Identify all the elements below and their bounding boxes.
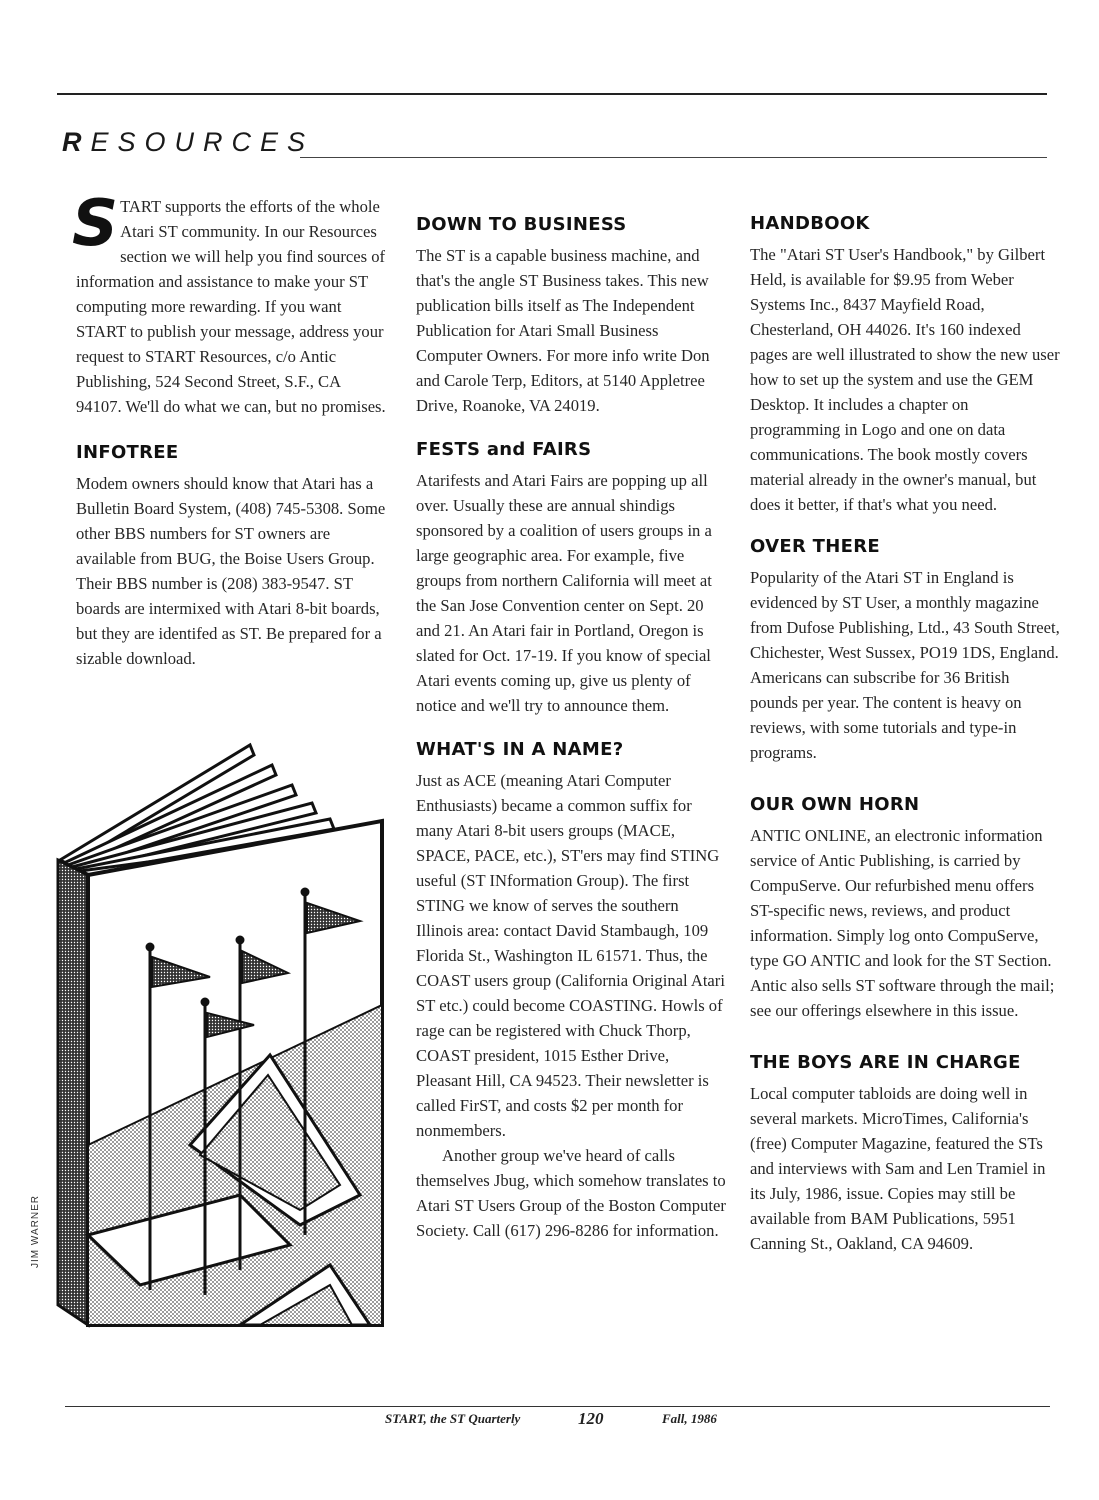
heading-down-to-business: DOWN TO BUSINESS [416,214,627,235]
paragraph-handbook: The "Atari ST User's Handbook," by Gilbert Held, is available for $9.95 from Weber Systems Inc., 8437 Mayfield Road, Chesterland, OH 44026. It's 160 indexed pages are well illustrated to show the new user how to set up the system and use the GEM Desktop. It includes a chapter on programming in Logo and one on data communications. The book mostly covers material already in the owner's manual, but does it better, if that's what you need. [750,245,1060,514]
footer-date: Fall, 1986 [662,1411,717,1426]
heading-fests-and-fairs: FESTS and FAIRS [416,439,592,460]
title-rule [300,157,1047,158]
paragraph-whats-in-a-name-2: Another group we've heard of calls themselves Jbug, which somehow translates to Atari ST Users Group of the Boston Computer Society. Call (617) 296-8286 for information. [416,1146,726,1240]
paragraph-over-there: Popularity of the Atari ST in England is evidenced by ST User, a monthly magazine from Dufose Publishing, Ltd., 43 South Street, Chichester, West Sussex, PO19 1DS, England. Americans can subscribe for 36 British pounds per year. The content is heavy on reviews, with some tutorials and type-in programs. [750,568,1060,762]
paragraph-down-to-business: The ST is a capable business machine, and that's the angle ST Business takes. This new publication bills itself as The Independent Publication for Atari Small Business Computer Owners. For more info write Don and Carole Terp, Editors, at 5140 Appletree Drive, Roanoke, VA 24019. [416,246,710,415]
heading-infotree: INFOTREE [76,442,179,463]
heading-handbook: HANDBOOK [750,213,870,234]
heading-over-there: OVER THERE [750,536,880,557]
paragraph-fests-and-fairs: Atarifests and Atari Fairs are popping up all over. Usually these are annual shindigs sponsored by a coalition of users groups in a large geographic area. For example, five groups from northern California will meet at the San Jose Convention center on Sept. 20 and 21. An Atari fair in Portland, Oregon is slated for Oct. 17-19. If you know of special Atari events coming up, give us plenty of notice and we'll try to announce them. [416,471,712,715]
top-rule [57,93,1047,95]
column-middle [416,188,726,1243]
intro-text: TART supports the efforts of the whole Atari ST community. In our Resources section we will help you find sources of information and assistance to make your ST computing more rewarding. If you want START to publish your message, address your request to START Resources, c/o Antic Publishing, 524 Second Street, S.F., CA 94107. We'll do what we can, but no promises. [76,197,386,416]
drop-cap: S [72,187,119,261]
column-right [750,188,1060,1256]
illustration-credit: JIM WARNER [30,1195,41,1268]
section-title-rest: ESOURCES [90,127,315,157]
paragraph-our-own-horn: ANTIC ONLINE, an electronic information service of Antic Publishing, is carried by CompuServe. Our refurbished menu offers ST-specific news, reviews, and product information. Simply log onto CompuServe, type GO ANTIC and look for the ST Section. Antic also sells ST software through the mail; see our offerings elsewhere in this issue. [750,826,1055,1020]
section-title [62,127,314,158]
paragraph-whats-in-a-name-1: Just as ACE (meaning Atari Computer Enthusiasts) became a common suffix for many Atari 8-bit users groups (MACE, SPACE, PACE, etc.), ST'ers may find STING useful (ST INformation Group). The first STING we know of serves the southern Illinois area: contact David Stambaugh, 109 Florida St., Washington IL 61571. Thus, the COAST users group (California Original Atari ST etc.) could become COASTING. Howls of rage can be registered with Chuck Thorp, COAST president, 1015 Esther Drive, Pleasant Hill, CA 94523. Their newsletter is called FirST, and costs $2 per month for nonmembers. [416,771,725,1140]
footer-page-number: 120 [578,1409,604,1428]
intro-paragraph [72,187,386,419]
section-title-initial: R [62,127,91,157]
column-left [72,187,386,671]
book-illustration [40,725,390,1360]
paragraph-boys-in-charge: Local computer tabloids are doing well in several markets. MicroTimes, California's (free) Computer Magazine, featured the STs and interviews with Sam and Len Tramiel in its July, 1986, issue. Copies may still be available from BAM Publications, 5951 Canning St., Oakland, CA 94609. [750,1084,1046,1253]
bottom-rule [65,1406,1050,1407]
heading-whats-in-a-name: WHAT'S IN A NAME? [416,739,624,760]
heading-boys-in-charge: THE BOYS ARE IN CHARGE [750,1052,1021,1073]
paragraph-infotree: Modem owners should know that Atari has a Bulletin Board System, (408) 745-5308. Some other BBS numbers for ST owners are available from BUG, the Boise Users Group. Their BBS number is (208) 383-9547. ST boards are intermixed with Atari 8-bit boards, but they are identifed as ST. Be prepared for a sizable download. [76,474,386,668]
footer-publication: START, the ST Quarterly [385,1411,521,1426]
heading-our-own-horn: OUR OWN HORN [750,794,920,815]
book-spine [58,860,88,1325]
